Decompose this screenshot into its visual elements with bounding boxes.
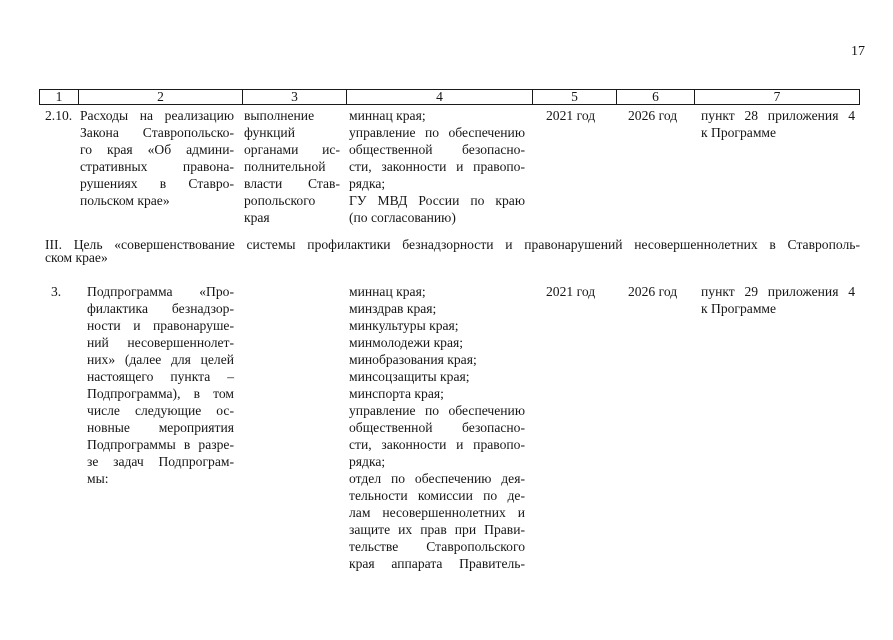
row-2-10-name-line: рушениях в Ставро- — [80, 176, 234, 191]
row-2-10-number: 2.10. — [45, 108, 73, 123]
row-2-10-executor — [244, 107, 340, 226]
row-2-10-responsible-line: сти, законности и правопо- — [349, 159, 525, 174]
row-3-start-year: 2021 год — [546, 284, 596, 299]
row-2-10-responsible — [349, 107, 525, 226]
row-2-10-executor-line: органами ис- — [244, 142, 340, 157]
row-3-name-line: ний несовершеннолет- — [87, 335, 234, 350]
row-2-10-start-year: 2021 год — [546, 108, 596, 123]
row-2-10-end-year: 2026 год — [628, 108, 678, 123]
section-heading — [45, 238, 860, 264]
row-2-10-note-line: пункт 28 приложения 4 — [701, 108, 855, 123]
row-2-10-name-line: Расходы на реализацию — [80, 108, 234, 123]
row-3-responsible-line: минкультуры края; — [349, 318, 459, 333]
row-2-10-responsible-line: (по согласованию) — [349, 210, 456, 225]
row-3-note-line: к Программе — [701, 301, 777, 316]
row-3-name-line: новные мероприятия — [87, 420, 234, 435]
row-2-10-note-line: к Программе — [701, 125, 777, 140]
row-3-name-line: Подпрограммы в разре- — [87, 437, 234, 452]
row-2-10-executor-line: ропольского — [244, 193, 316, 208]
row-3-number: 3. — [51, 284, 62, 299]
row-2-10-responsible-line: миннац края; — [349, 108, 426, 123]
row-3-responsible-line: края аппарата Правитель- — [349, 556, 525, 571]
row-3-responsible-line: миннац края; — [349, 284, 426, 299]
row-3-note — [701, 283, 855, 317]
row-3-name-line: мы: — [87, 471, 109, 486]
row-3-name-line: настоящего пункта – — [87, 369, 234, 384]
row-3-responsible-line: общественной безопасно- — [349, 420, 525, 435]
row-2-10-name-line: стративных правона- — [80, 159, 234, 174]
row-3-responsible-line: защите их прав при Прави- — [349, 522, 525, 537]
row-3-end-year: 2026 год — [628, 284, 678, 299]
row-2-10-executor-line: функций — [244, 125, 295, 140]
row-3-name-line: числе следующие ос- — [87, 403, 234, 418]
row-2-10-name — [80, 107, 234, 209]
row-3-name-line: филактика безнадзор- — [87, 301, 234, 316]
row-3-responsible-line: минобразования края; — [349, 352, 477, 367]
page-number: 17 — [851, 44, 865, 59]
row-2-10-name-line: го края «Об админи- — [80, 142, 234, 157]
row-3-responsible-line: тельстве Ставропольского — [349, 539, 525, 554]
table-header-row — [39, 89, 860, 105]
header-col-5: 5 — [533, 90, 617, 104]
row-3-name-line: них» (далее для целей — [87, 352, 234, 367]
row-3-name-line: зе задач Подпрограм- — [87, 454, 234, 469]
row-3-name — [87, 283, 234, 487]
row-2-10-executor-line: полнительной — [244, 159, 326, 174]
row-3-responsible — [349, 283, 525, 572]
section-heading-line: ском крае» — [45, 250, 108, 265]
header-col-1: 1 — [40, 90, 79, 104]
row-2-10-note — [701, 107, 855, 141]
header-col-6: 6 — [617, 90, 695, 104]
row-2-10-responsible-line: рядка; — [349, 176, 386, 191]
row-2-10-responsible-line: ГУ МВД России по краю — [349, 193, 525, 208]
row-3-name-line: ности и правонаруше- — [87, 318, 234, 333]
row-2-10-executor-line: края — [244, 210, 270, 225]
row-3-name-line: Подпрограмма «Про- — [87, 284, 234, 299]
row-3-note-line: пункт 29 приложения 4 — [701, 284, 855, 299]
header-col-4: 4 — [347, 90, 533, 104]
row-3-responsible-line: управление по обеспечению — [349, 403, 525, 418]
row-3-responsible-line: сти, законности и правопо- — [349, 437, 525, 452]
row-3-responsible-line: лам несовершеннолетних и — [349, 505, 525, 520]
row-3-responsible-line: рядка; — [349, 454, 386, 469]
row-3-responsible-line: отдел по обеспечению дея- — [349, 471, 525, 486]
header-col-2: 2 — [79, 90, 243, 104]
row-2-10-name-line: польском крае» — [80, 193, 170, 208]
row-3-name-line: Подпрограмма), в том — [87, 386, 234, 401]
row-3-responsible-line: тельности комиссии по де- — [349, 488, 525, 503]
row-2-10-executor-line: выполнение — [244, 108, 315, 123]
section-heading-line: III. Цель «совершенствование системы профилактики безнадзорности и правонарушений несовершеннолетних в Ставрополь- — [45, 237, 860, 252]
row-3-responsible-line: минспорта края; — [349, 386, 444, 401]
header-col-7: 7 — [773, 89, 781, 104]
row-2-10-name-line: Закона Ставропольско- — [80, 125, 234, 140]
row-3-responsible-line: минздрав края; — [349, 301, 437, 316]
row-3-responsible-line: минсоцзащиты края; — [349, 369, 470, 384]
row-2-10-responsible-line: общественной безопасно- — [349, 142, 525, 157]
row-2-10-responsible-line: управление по обеспечению — [349, 125, 525, 140]
row-3-responsible-line: минмолодежи края; — [349, 335, 464, 350]
row-2-10-executor-line: власти Став- — [244, 176, 340, 191]
header-col-3: 3 — [243, 90, 347, 104]
